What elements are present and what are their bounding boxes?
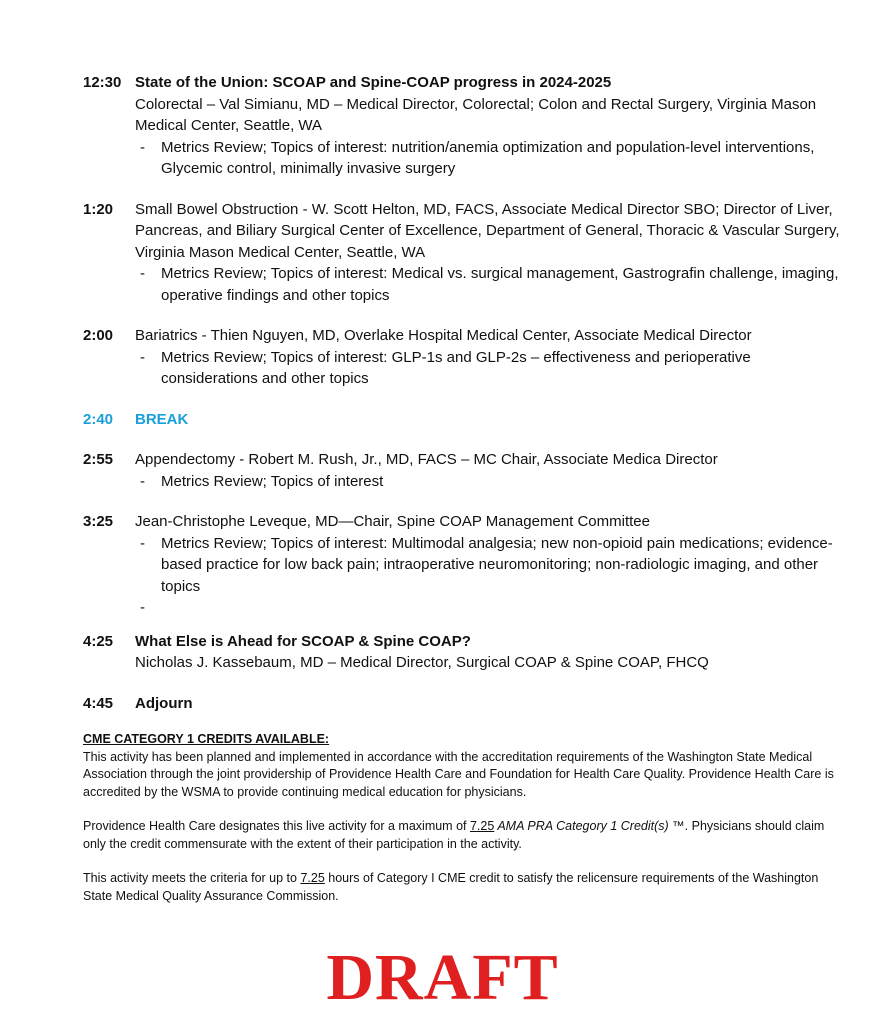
stray-dash: - xyxy=(140,599,145,616)
agenda-time: 4:45 xyxy=(83,694,114,712)
agenda-item-adjourn xyxy=(83,693,843,715)
agenda-speaker: Jean-Christophe Leveque, MD—Chair, Spine COAP Management Committee xyxy=(135,513,650,530)
cme-paragraph-accreditation: This activity has been planned and implemented in accordance with the accreditation requirements of the Washington State Medical Association through the joint providership of Providence Health Care and Foundation for Health Care Quality. Providence Health Care is accredited by the WSMA to provide continuing medical education for physicians. xyxy=(83,749,834,799)
agenda-title: BREAK xyxy=(135,410,189,428)
cme-text: Providence Health Care designates this live activity for a maximum of xyxy=(83,819,470,833)
cme-credit-type: AMA PRA Category 1 Credit(s) ™ xyxy=(494,819,685,833)
agenda-time: 2:00 xyxy=(83,327,114,344)
agenda-bullet: - Metrics Review; Topics of interest: GLP-1s and GLP-2s – effectiveness and perioperative considerations and other topics xyxy=(135,347,843,390)
cme-text: . Physicians should claim only the credit commensurate with the extent of their participation in the activity. xyxy=(83,819,825,851)
agenda-item-325 xyxy=(83,511,843,619)
cme-credit-amount: 7.25 xyxy=(469,819,495,833)
agenda-item-1230 xyxy=(83,72,843,180)
agenda-title: State of the Union: SCOAP and Spine-COAP progress in 2024-2025 xyxy=(135,74,612,91)
agenda-bullet: - Metrics Review; Topics of interest: Medical vs. surgical management, Gastrografin challenge, imaging, operative findings and other topics xyxy=(135,263,843,306)
cme-hours-amount: 7.25 xyxy=(300,871,325,885)
agenda-time: 2:55 xyxy=(83,451,114,468)
agenda-time: 2:40 xyxy=(83,410,114,428)
cme-heading: CME CATEGORY 1 CREDITS AVAILABLE: xyxy=(83,732,330,746)
cme-text: This activity meets the criteria for up to xyxy=(83,871,301,885)
agenda-item-120 xyxy=(83,199,843,307)
draft-watermark: DRAFT xyxy=(326,941,559,1014)
agenda-bullet: - Metrics Review; Topics of interest: nutrition/anemia optimization and population-level interventions, Glycemic control, minimally invasive surgery xyxy=(135,137,843,180)
agenda-time: 1:20 xyxy=(83,200,114,218)
agenda-title: Adjourn xyxy=(135,694,193,712)
agenda-list xyxy=(83,72,843,733)
agenda-time: 12:30 xyxy=(83,74,122,91)
agenda-item-425 xyxy=(83,631,843,674)
agenda-bullet: - Metrics Review; Topics of interest xyxy=(135,471,843,493)
cme-paragraph-relicensure xyxy=(83,870,843,905)
agenda-item-break xyxy=(83,409,843,431)
agenda-time: 3:25 xyxy=(83,513,114,530)
agenda-item-200 xyxy=(83,325,843,390)
agenda-speaker: Appendectomy - Robert M. Rush, Jr., MD, FACS – MC Chair, Associate Medica Director xyxy=(135,451,718,468)
agenda-speaker: Bariatrics - Thien Nguyen, MD, Overlake Hospital Medical Center, Associate Medical Director xyxy=(135,327,752,344)
cme-paragraph-designation xyxy=(83,818,843,853)
agenda-speaker: Small Bowel Obstruction - W. Scott Helton, MD, FACS, Associate Medical Director SBO; Director of Liver, Pancreas, and Biliary Surgical Center of Excellence, Department of General, Thoracic & Vascular Surgery, Virginia Mason Medical Center, Seattle, WA xyxy=(135,200,840,261)
cme-text: hours of Category I CME credit to satisfy the relicensure requirements of the Washington State Medical Quality Assurance Commission. xyxy=(83,871,819,903)
cme-section xyxy=(83,731,843,922)
agenda-item-255 xyxy=(83,449,843,492)
agenda-speaker: Nicholas J. Kassebaum, MD – Medical Director, Surgical COAP & Spine COAP, FHCQ xyxy=(135,654,709,671)
agenda-bullet: - Metrics Review; Topics of interest: Multimodal analgesia; new non-opioid pain medications; evidence-based practice for low back pain; intraoperative neuromonitoring; non-radiologic imaging, and other topics xyxy=(135,533,843,598)
agenda-title: What Else is Ahead for SCOAP & Spine COAP? xyxy=(135,632,471,650)
agenda-speaker: Colorectal – Val Simianu, MD – Medical Director, Colorectal; Colon and Rectal Surgery, Virginia Mason Medical Center, Seattle, WA xyxy=(135,95,817,134)
agenda-time: 4:25 xyxy=(83,632,114,650)
